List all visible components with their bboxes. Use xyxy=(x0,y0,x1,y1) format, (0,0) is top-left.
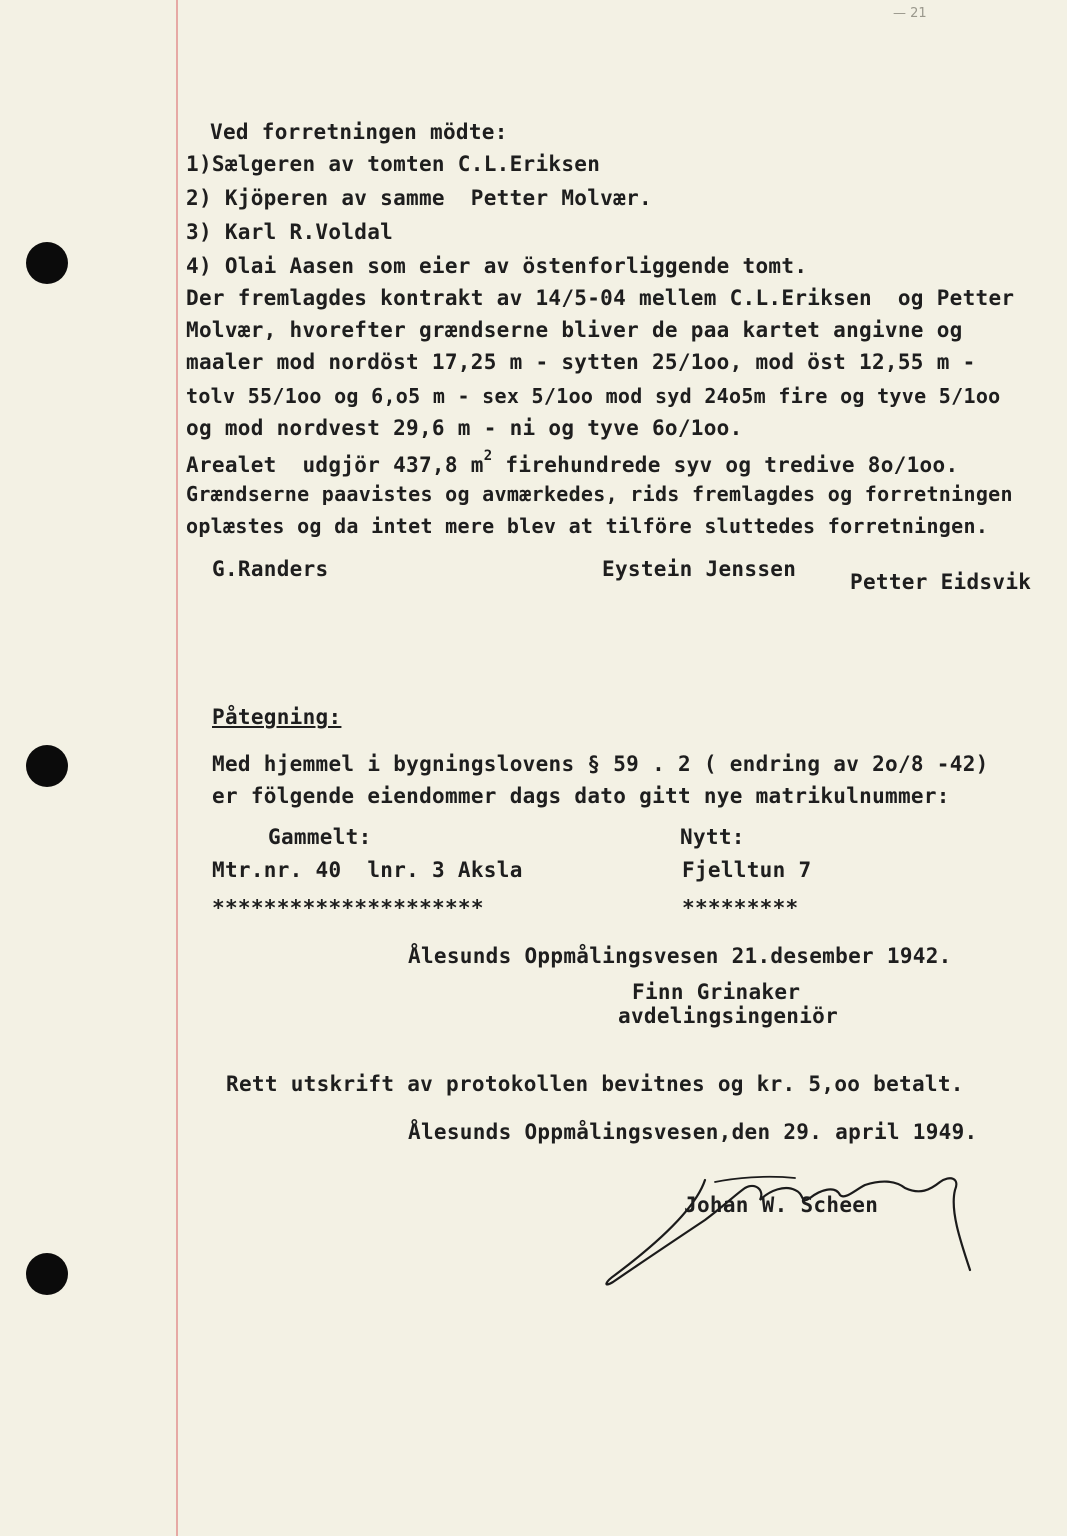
signatory: Petter Eidsvik xyxy=(850,570,1032,594)
new-stars: ********* xyxy=(682,896,799,920)
endorsement-text: Med hjemmel i bygningslovens § 59 . 2 ( endring av 2o/8 -42) xyxy=(212,752,989,776)
endorsement-place-date: Ålesunds Oppmålingsvesen 21.desember 1942. xyxy=(408,944,952,968)
closing-line: Grændserne paavistes og avmærkedes, rids fremlagdes og forretningen xyxy=(186,482,1013,506)
punch-hole xyxy=(26,1253,68,1295)
punch-hole xyxy=(26,745,68,787)
body-line: og mod nordvest 29,6 m - ni og tyve 6o/1oo. xyxy=(186,416,743,440)
new-matrikkel: Fjelltun 7 xyxy=(682,858,812,882)
attendee-line: 4) Olai Aasen som eier av östenforliggende tomt. xyxy=(186,254,808,278)
margin-line xyxy=(176,0,178,1536)
old-stars: ********************* xyxy=(212,896,484,920)
certification-place-date: Ålesunds Oppmålingsvesen,den 29. april 1949. xyxy=(408,1120,978,1144)
endorsement-text: er fölgende eiendommer dags dato gitt nye matrikulnummer: xyxy=(212,784,950,808)
old-label: Gammelt: xyxy=(268,825,372,849)
attendee-line: 1)Sælgeren av tomten C.L.Eriksen xyxy=(186,152,601,176)
certification-text: Rett utskrift av protokollen bevitnes og kr. 5,oo betalt. xyxy=(226,1072,964,1096)
page-number: — 21 xyxy=(893,6,927,21)
body-line: Molvær, hvorefter grændserne bliver de paa kartet angivne og xyxy=(186,318,963,342)
attendee-line: 2) Kjöperen av samme Petter Molvær. xyxy=(186,186,652,210)
certification-signer: Johan W. Scheen xyxy=(684,1193,879,1217)
endorsement-signer-title: avdelingsingeniör xyxy=(618,1004,839,1028)
attendee-line: 3) Karl R.Voldal xyxy=(186,220,394,244)
old-matrikkel: Mtr.nr. 40 lnr. 3 Aksla xyxy=(212,858,523,882)
endorsement-signer: Finn Grinaker xyxy=(632,980,801,1004)
new-label: Nytt: xyxy=(680,825,745,849)
area-superscript: 2 xyxy=(483,448,493,464)
signatory: G.Randers xyxy=(212,557,329,581)
body-line: maaler mod nordöst 17,25 m - sytten 25/1oo, mod öst 12,55 m - xyxy=(186,350,976,374)
area-text-rest: firehundrede syv og tredive 8o/1oo. xyxy=(492,453,959,477)
signatory: Eystein Jenssen xyxy=(602,557,797,581)
closing-line: oplæstes og da intet mere blev at tilföre sluttedes forretningen. xyxy=(186,514,989,538)
area-line xyxy=(186,448,958,477)
handwritten-signature xyxy=(595,1160,995,1290)
body-line: Der fremlagdes kontrakt av 14/5-04 mellem C.L.Eriksen og Petter xyxy=(186,286,1015,310)
punch-hole xyxy=(26,242,68,284)
area-text: Arealet udgjör 437,8 m xyxy=(186,453,484,477)
endorsement-heading: Påtegning: xyxy=(212,705,342,729)
intro-line: Ved forretningen mödte: xyxy=(210,120,508,144)
body-line: tolv 55/1oo og 6,o5 m - sex 5/1oo mod syd 24o5m fire og tyve 5/1oo xyxy=(186,384,1001,408)
